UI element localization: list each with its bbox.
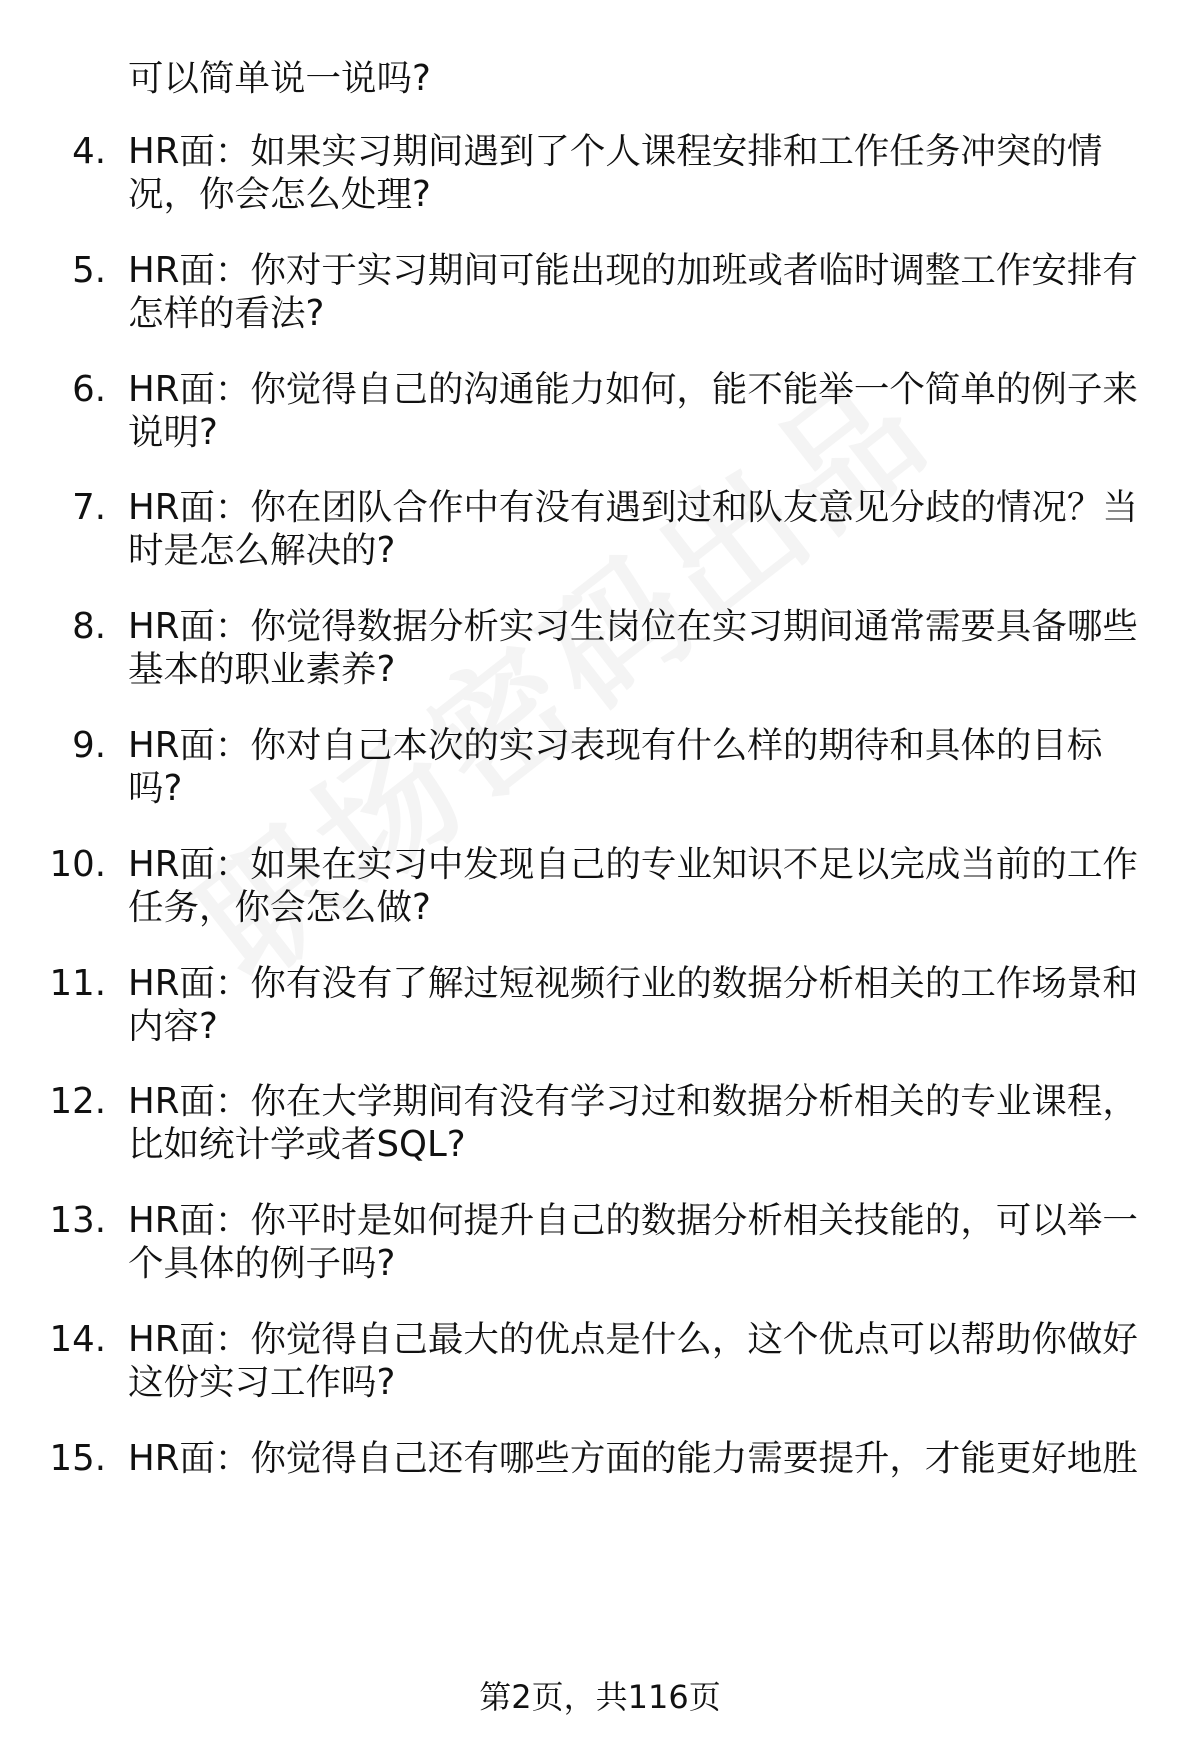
question-text-line-1: HR面：你觉得自己最大的优点是什么，这个优点可以帮助你做好	[128, 1319, 1138, 1360]
question-number: 10.	[49, 844, 106, 885]
question-text-line-2: 怎样的看法?	[128, 293, 325, 334]
question-text-line-2: 吗?	[128, 768, 183, 809]
question-number: 6.	[72, 369, 106, 410]
question-text-line-2: 任务，你会怎么做?	[128, 887, 431, 928]
question-number: 14.	[49, 1319, 106, 1360]
question-text-line-2: 况，你会怎么处理?	[128, 174, 431, 215]
question-number: 4.	[72, 131, 106, 172]
question-text-line-1: HR面：如果在实习中发现自己的专业知识不足以完成当前的工作	[128, 844, 1138, 885]
question-number: 13.	[49, 1200, 106, 1241]
question-text-line-1: HR面：你对于实习期间可能出现的加班或者临时调整工作安排有	[128, 250, 1138, 291]
question-text-line-1: HR面：你平时是如何提升自己的数据分析相关技能的，可以举一	[128, 1200, 1138, 1241]
question-number: 7.	[72, 487, 106, 528]
question-text-line-2: 比如统计学或者SQL?	[128, 1124, 466, 1165]
question-text-line-1: HR面：你对自己本次的实习表现有什么样的期待和具体的目标	[128, 725, 1103, 766]
question-number: 8.	[72, 606, 106, 647]
question-text-line-2: 基本的职业素养?	[128, 649, 396, 690]
question-number: 15.	[49, 1438, 106, 1479]
question-number: 12.	[49, 1081, 106, 1122]
question-text-line-1: HR面：你觉得自己的沟通能力如何，能不能举一个简单的例子来	[128, 369, 1138, 410]
question-number: 11.	[49, 963, 106, 1004]
question-text-line-2: 内容?	[128, 1006, 218, 1047]
question-text-line-1: HR面：你觉得自己还有哪些方面的能力需要提升，才能更好地胜	[128, 1438, 1138, 1479]
continuation-text: 可以简单说一说吗?	[128, 58, 431, 99]
page-footer: 第2页，共116页	[479, 1678, 721, 1716]
question-text-line-1: HR面：你在大学期间有没有学习过和数据分析相关的专业课程，	[128, 1081, 1138, 1122]
question-text-line-2: 这份实习工作吗?	[128, 1362, 396, 1403]
question-text-line-2: 说明?	[128, 412, 218, 453]
question-text-line-1: HR面：如果实习期间遇到了个人课程安排和工作任务冲突的情	[128, 131, 1103, 172]
question-text-line-2: 个具体的例子吗?	[128, 1243, 396, 1284]
question-number: 5.	[72, 250, 106, 291]
question-text-line-1: HR面：你在团队合作中有没有遇到过和队友意见分歧的情况？当	[128, 487, 1138, 528]
question-text-line-2: 时是怎么解决的?	[128, 530, 396, 571]
question-number: 9.	[72, 725, 106, 766]
question-text-line-1: HR面：你觉得数据分析实习生岗位在实习期间通常需要具备哪些	[128, 606, 1138, 647]
question-text-line-1: HR面：你有没有了解过短视频行业的数据分析相关的工作场景和	[128, 963, 1138, 1004]
